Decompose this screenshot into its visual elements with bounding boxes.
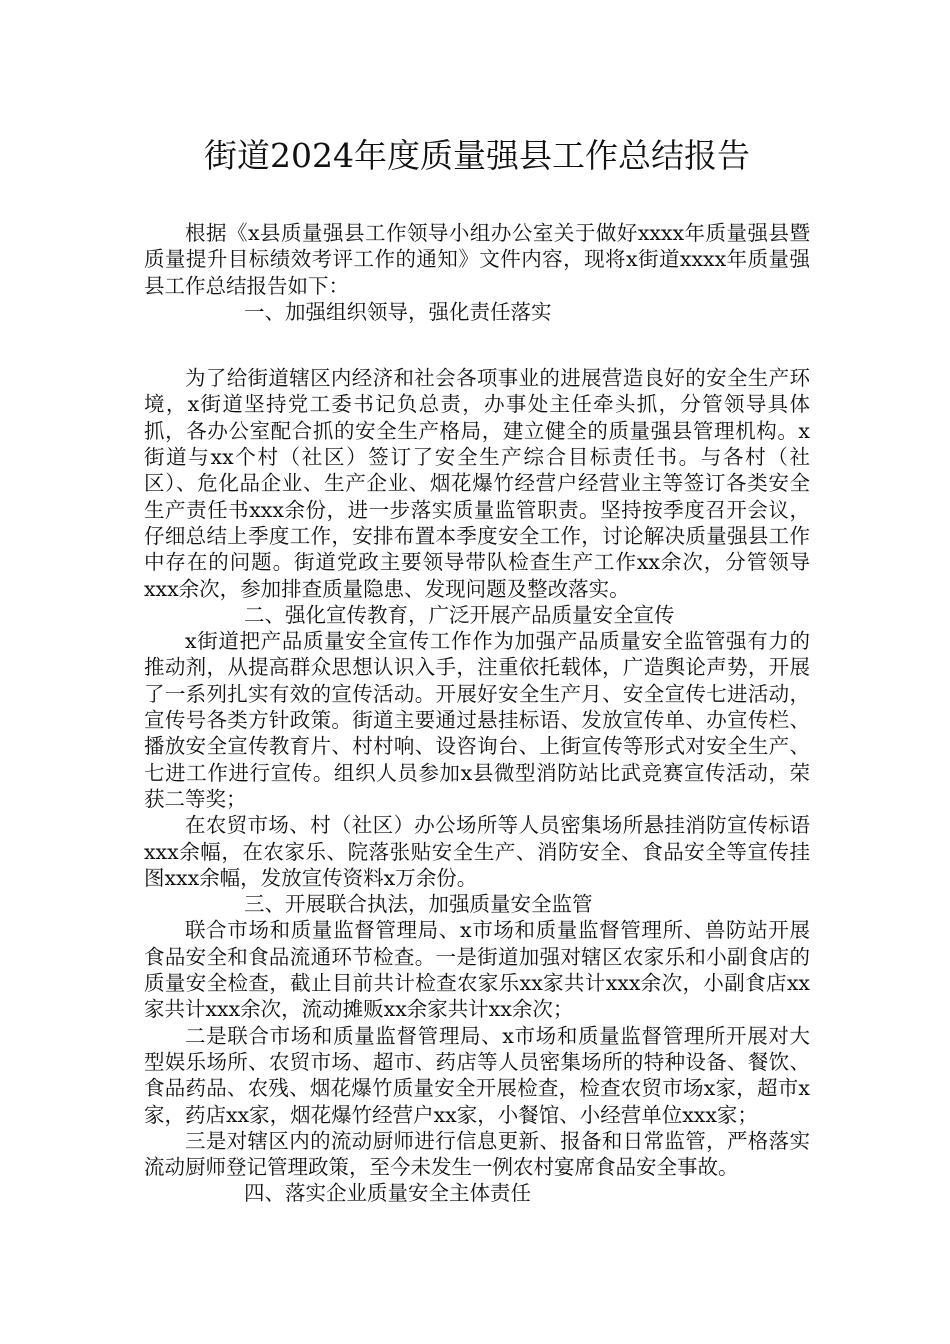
section-heading-4: 四、落实企业质量安全主体责任 (244, 1181, 531, 1206)
document-title: 街道2024年度质量强县工作总结报告 (204, 136, 750, 175)
section-3-paragraph-1: 联合市场和质量监督管理局、x市场和质量监督管理所、兽防站开展食品安全和食品流通环节检查。一是街道加强对辖区农家乐和小副食店的质量安全检查，截止目前共计检查农家乐xx家共计xxx余次，小副食店xx家共计xxx余次，流动摊贩xx余家共计xx余次； (144, 918, 810, 1022)
section-3-paragraph-3: 三是对辖区内的流动厨师进行信息更新、报备和日常监管，严格落实流动厨师登记管理政策，至今未发生一例农村宴席食品安全事故。 (144, 1128, 810, 1180)
section-1-paragraph-1: 为了给街道辖区内经济和社会各项事业的进展营造良好的安全生产环境，x街道坚持党工委书记负总责，办事处主任牵头抓，分管领导具体抓，各办公室配合抓的安全生产格局，建立健全的质量强县管理机构。x街道与xx个村（社区）签订了安全生产综合目标责任书。与各村（社区）、危化品企业、生产企业、烟花爆竹经营户经营业主等签订各类安全生产责任书xxx余份，进一步落实质量监管职责。坚持按季度召开会议，仔细总结上季度工作，安排布置本季度安全工作，讨论解决质量强县工作中存在的问题。街道党政主要领导带队检查生产工作xx余次，分管领导xxx余次，参加排查质量隐患、发现问题及整改落实。 (144, 366, 810, 601)
document-page (144, 120, 810, 1207)
section-2-paragraph-1: x街道把产品质量安全宣传工作作为加强产品质量安全监管强有力的推动剂，从提高群众思想认识入手，注重依托载体，广造舆论声势，开展了一系列扎实有效的宣传活动。开展好安全生产月、安全宣传七进活动，宣传号各类方针政策。街道主要通过悬挂标语、发放宣传单、办宣传栏、播放安全宣传教育片、村村响、设咨询台、上街宣传等形式对安全生产、七进工作进行宣传。组织人员参加x县微型消防站比武竞赛宣传活动，荣获二等奖； (144, 629, 810, 811)
section-heading-2: 二、强化宣传教育，广泛开展产品质量安全宣传 (244, 602, 675, 627)
section-3-paragraph-2: 二是联合市场和质量监督管理局、x市场和质量监督管理所开展对大型娱乐场所、农贸市场、超市、药店等人员密集场所的特种设备、餐饮、食品药品、农残、烟花爆竹质量安全开展检查，检查农贸市场x家，超市x家，药店xx家，烟花爆竹经营户xx家，小餐馆、小经营单位xxx家； (144, 1023, 810, 1127)
section-2-paragraph-2: 在农贸市场、村（社区）办公场所等人员密集场所悬挂消防宣传标语xxx余幅，在农家乐、院落张贴安全生产、消防安全、食品安全等宣传挂图xxx余幅，发放宣传资料x万余份。 (144, 813, 810, 890)
section-heading-1: 一、加强组织领导，强化责任落实 (244, 299, 552, 324)
intro-paragraph: 根据《x县质量强县工作领导小组办公室关于做好xxxx年质量强县暨质量提升目标绩效考评工作的通知》文件内容，现将x街道xxxx年质量强县工作总结报告如下： (144, 221, 810, 298)
section-heading-3: 三、开展联合执法，加强质量安全监管 (244, 892, 593, 917)
